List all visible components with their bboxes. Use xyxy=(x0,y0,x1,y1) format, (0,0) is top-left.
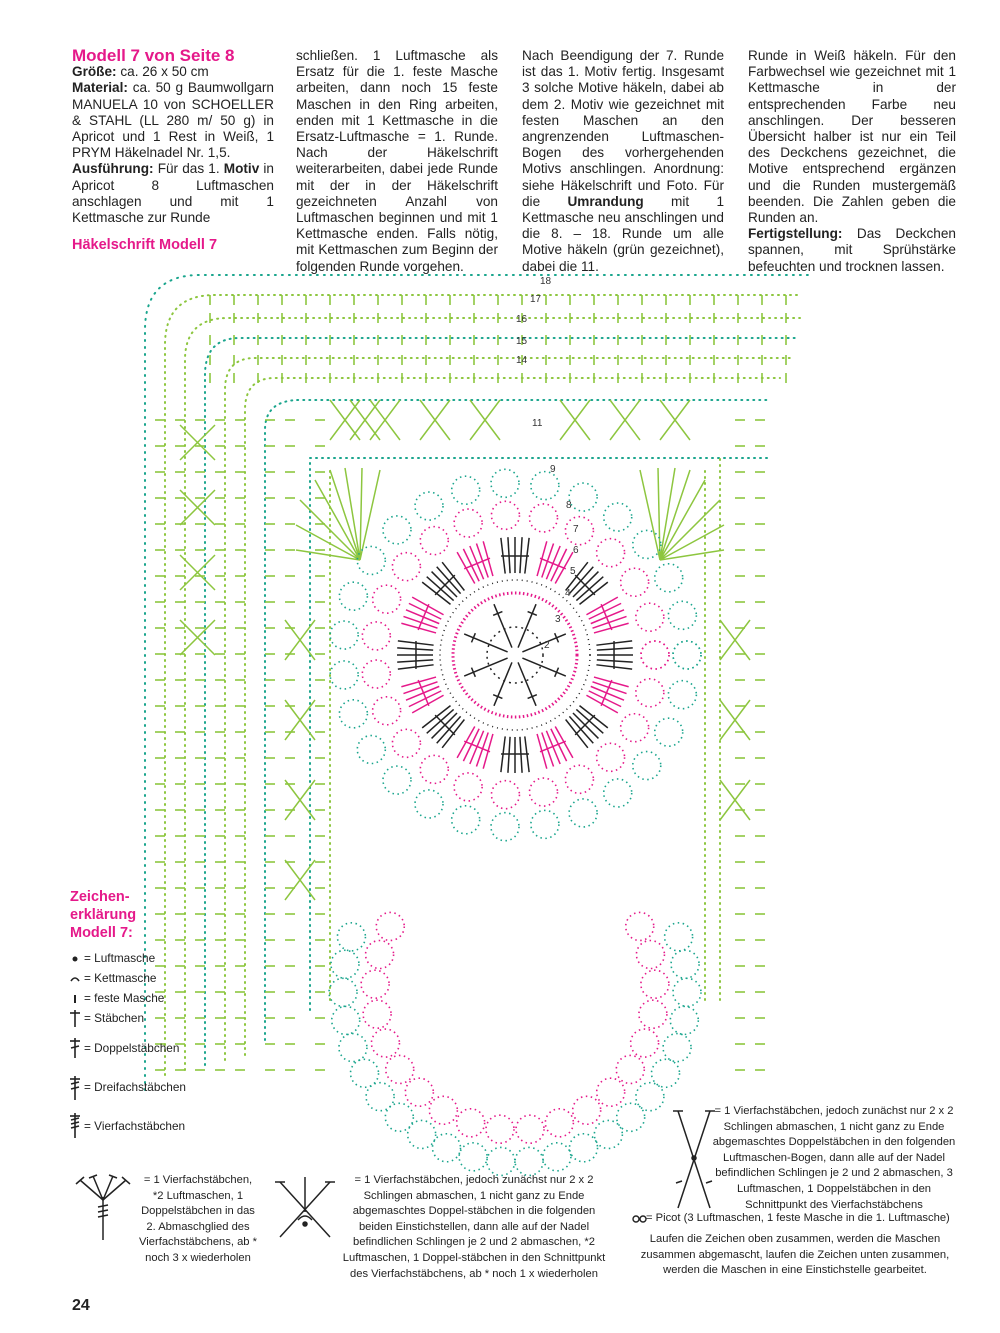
scallop-arc xyxy=(452,806,480,834)
legend-item-doppelstaebchen: = Doppelstäbchen xyxy=(84,1041,180,1055)
stitch-3-icon xyxy=(70,1076,80,1100)
round-label-2: 2 xyxy=(544,640,550,651)
size-value: ca. 26 x 50 cm xyxy=(116,64,209,80)
scallop-arc xyxy=(597,743,625,771)
scallop-arc xyxy=(337,923,365,951)
scallop-arc xyxy=(357,736,385,764)
scallop-arc xyxy=(655,718,683,746)
round-label-6: 6 xyxy=(573,545,579,556)
note-picot: = Picot (3 Luftmaschen, 1 feste Masche in die 1. Luftmasche) xyxy=(646,1212,950,1224)
round-numbers xyxy=(516,276,579,651)
scallop-arc xyxy=(545,1109,573,1137)
scallop-arc xyxy=(383,766,411,794)
scallop-arc xyxy=(516,1115,544,1143)
stitch-2-icon xyxy=(70,1038,80,1058)
column-2-text: schließen. 1 Luftmasche als Ersatz für die 1. feste Masche arbeiten, dann noch 15 feste Maschen in den Ring arbeiten, enden mit 1 Kettmasche in die Ersatz-Luftmasche = 1. Runde. Nach der Häkelschrift weiterarbeiten, dabei jede Runde mit der in der Häkelschrift gezeichneten Anzahl von Luftmaschen beginnen und mit 1 Kettmasche enden. Falls nötig, mit Kettmaschen zum Beginn der folgenden Runde vorgehen. xyxy=(296,48,498,274)
finishing-label: Fertigstellung: xyxy=(748,226,843,242)
round-label-3: 3 xyxy=(555,614,561,625)
scallop-arc xyxy=(376,912,404,940)
column-3-text-a: Nach Beendigung der 7. Runde ist das 1. Motiv fertig. Insgesamt 3 solche Motive häkeln, dabei ab dem 2. Motiv wie gezeichnet mit festen Maschen an den angrenzenden Luftmaschen-Bogen des vorhergehenden Motivs anschlingen. Anordnung: siehe Häkelschrift und Foto. Für die xyxy=(522,48,724,209)
scallop-arc xyxy=(663,1034,691,1062)
scallop-arc xyxy=(363,1000,391,1028)
fan-stitch xyxy=(542,733,554,767)
material-value: ca. 50 g Baumwollgarn MANUELA 10 von SCHOELLER & STAHL (LL 280 m/ 50 g) in Apricot und 1 Rest in Weiß, 1 PRYM Häkelnadel Nr. 1,5. xyxy=(72,80,274,161)
dot-icon xyxy=(73,957,78,962)
scallop-arc xyxy=(633,752,661,780)
scallop-arc xyxy=(565,517,593,545)
fan-stitch xyxy=(476,733,488,767)
fan-stitch xyxy=(546,731,560,764)
round-label-8: 8 xyxy=(566,500,572,511)
scallop-arc xyxy=(639,1000,667,1028)
scallop-arc xyxy=(626,912,654,940)
scallop-arc xyxy=(597,1078,625,1106)
motif-round-1 xyxy=(487,627,543,683)
scallop-arc xyxy=(459,1143,487,1171)
scallop-arc xyxy=(420,527,448,555)
scallop-arc xyxy=(636,679,664,707)
scallop-arc xyxy=(604,503,632,531)
instructions-text-b: in Apricot 8 Luftmaschen anschlagen und mit 1 Kettmasche zur Runde xyxy=(72,161,274,226)
cluster-symbol-a-icon xyxy=(68,1172,138,1242)
scallop-arc xyxy=(361,970,389,998)
legend-title-line-2: erklärung xyxy=(70,907,137,923)
column-4-text-a: Runde in Weiß häkeln. Für den Farbwechsel wie gezeichnet mit 1 Kettmasche in der entsprechenden Farbe neu anschlingen. Der besseren Übersicht halber ist nur ein Teil des Deckchens gezeichnet, die Motive entsprechend ergänzen und die Runden mustergemäß beenden. Die Zahlen geben die Runden an. xyxy=(748,48,956,226)
legend-title xyxy=(70,888,136,942)
scallop-arc xyxy=(515,1147,543,1175)
round-label-9: 9 xyxy=(550,464,556,475)
round-label-14: 14 xyxy=(516,355,528,366)
round-label-17: 17 xyxy=(530,294,542,305)
scallop-arc xyxy=(491,813,519,841)
scallop-arc xyxy=(655,564,683,592)
scallop-arc xyxy=(330,661,358,689)
scallop-arc xyxy=(486,1115,514,1143)
scallop-arc xyxy=(617,1103,645,1131)
scallop-arc xyxy=(366,1083,394,1111)
legend-item-kettmasche: = Kettmasche xyxy=(84,971,157,985)
page-number: 24 xyxy=(72,1297,90,1314)
round-label-5: 5 xyxy=(570,566,576,577)
scallop-arc xyxy=(339,700,367,728)
scallop-arc xyxy=(332,1006,360,1034)
note-cluster-c: = 1 Vierfachstäbchen, jedoch zunächst nur 2 x 2 Schlingen abmaschen, 1 nicht ganz zu Ende abgemaschtes Doppelstäbchen in den folgenden Luftmaschen-Bogen, dann alle auf der Nadel befindlichen Schlingen je 2 und 2 abmaschen, 3 Luftmaschen, 1 Doppelstäbchen in den Schnittpunkt des Vierfachstäbchens xyxy=(712,1105,956,1211)
scallop-arc xyxy=(651,1059,679,1087)
scallop-arc xyxy=(529,778,557,806)
round-10-line xyxy=(310,458,770,1010)
scallop-arc xyxy=(543,1143,571,1171)
fan-stitch xyxy=(593,682,627,694)
scallop-arc xyxy=(457,1109,485,1137)
round-label-18: 18 xyxy=(540,276,552,287)
fan-stitch xyxy=(542,543,554,577)
scallop-arc xyxy=(665,923,693,951)
scallop-arc xyxy=(641,641,669,669)
scallop-arc xyxy=(570,1134,598,1162)
scallop-arc xyxy=(329,978,357,1006)
page-title: Modell 7 von Seite 8 xyxy=(72,46,235,65)
legend-title-line-3: Modell 7: xyxy=(70,925,133,941)
scallop-arc xyxy=(491,501,519,529)
cluster-symbol-b-icon xyxy=(270,1172,340,1242)
fan-stitch xyxy=(508,737,510,773)
scallop-arc xyxy=(330,621,358,649)
material-label: Material: xyxy=(72,80,128,96)
fan-stitch xyxy=(406,610,439,624)
fan-stitch xyxy=(470,731,484,764)
fan-stitch xyxy=(591,686,624,700)
column-3-text-b: mit 1 Kettmasche neu anschlingen und die 8. – 18. Runde um alle Motive häkeln (grün gezeichnet), dabei die 11. xyxy=(522,193,725,274)
scallop-arc xyxy=(383,516,411,544)
scallop-arc xyxy=(371,1029,399,1057)
scallop-arc xyxy=(373,697,401,725)
scallop-arc xyxy=(565,765,593,793)
legend-item-luftmasche: = Luftmasche xyxy=(84,951,156,965)
note-general: Laufen die Zeichen oben zusammen, werden die Maschen zusammen abgemascht, laufen die Zeichen unten zusammen, werden die Maschen in eine Einstichstelle gearbeitet. xyxy=(640,1233,950,1277)
scallop-arc xyxy=(339,1034,367,1062)
border-rounds xyxy=(145,275,810,1090)
scallop-arc xyxy=(616,1055,644,1083)
legend-symbols xyxy=(66,950,86,1140)
fan-stitch xyxy=(397,648,433,650)
round-label-11: 11 xyxy=(532,418,543,429)
legend-item-staebchen: = Stäbchen xyxy=(84,1011,145,1025)
scallop-arc xyxy=(594,1120,622,1148)
scallop-arc xyxy=(331,950,359,978)
scallop-arc xyxy=(362,622,390,650)
scallop-arc xyxy=(454,509,482,537)
stitch-1-icon xyxy=(70,1010,80,1027)
scallop-arc xyxy=(339,582,367,610)
scallop-arc xyxy=(531,472,559,500)
scallop-arc xyxy=(415,790,443,818)
scallop-arc xyxy=(454,773,482,801)
ray-stitch xyxy=(464,634,507,652)
size-label: Größe: xyxy=(72,64,117,80)
ray-stitch xyxy=(494,662,512,705)
instructions-label: Ausführung: xyxy=(72,161,154,177)
fan-stitch xyxy=(520,737,522,773)
ray-stitch xyxy=(522,658,565,676)
scallop-arc xyxy=(631,1029,659,1057)
scallop-arc xyxy=(385,1103,413,1131)
scallop-arc xyxy=(351,1059,379,1087)
scallop-arc xyxy=(420,755,448,783)
scallop-arc xyxy=(529,504,557,532)
scallop-arc xyxy=(386,1055,414,1083)
scallop-arc xyxy=(405,1078,433,1106)
instructions-text-a: Für das 1. xyxy=(153,161,224,177)
fan-stitch xyxy=(520,537,522,573)
motif-2 xyxy=(329,912,701,1175)
scallop-arc xyxy=(573,1096,601,1124)
scallop-arc xyxy=(621,568,649,596)
ray-stitch xyxy=(494,604,512,647)
ray-stitch xyxy=(518,604,536,647)
round-15-line xyxy=(205,338,795,1065)
scallop-arc xyxy=(604,779,632,807)
stitch-ladders xyxy=(155,295,786,1070)
fan-stitch xyxy=(397,660,433,662)
legend-item-dreifachstaebchen: = Dreifachstäbchen xyxy=(84,1080,186,1094)
legend-item-feste-masche: = feste Masche xyxy=(84,991,165,1005)
ray-stitch xyxy=(518,662,536,705)
motif-round-3 xyxy=(453,593,577,717)
scallop-arc xyxy=(531,810,559,838)
scallop-arc xyxy=(366,941,394,969)
scallop-arc xyxy=(373,585,401,613)
scallop-arc xyxy=(408,1120,436,1148)
scallop-arc xyxy=(670,1006,698,1034)
note-cluster-b: = 1 Vierfachstäbchen, jedoch zunächst nur 2 x 2 Schlingen abmaschen, 1 nicht ganz zu Ende abgemaschtes Doppel-stäbchen in die folgenden beiden Einstichstellen, dann alle auf der Nadel befindlichen Schlingen je 2 und 2 abmaschen, *2 Luftmaschen, 1 Doppel-stäbchen in den Schnittpunkt des Vierfachstäbchens, ab * noch 1 x wiederholen xyxy=(342,1174,606,1280)
scallop-arc xyxy=(415,492,443,520)
scallop-arc xyxy=(392,729,420,757)
umrandung-word: Umrandung xyxy=(567,193,644,209)
scallop-arc xyxy=(569,799,597,827)
fan-stitch xyxy=(406,686,439,700)
fan-stitch xyxy=(470,546,484,579)
motif-1 xyxy=(330,469,701,840)
fan-stitch xyxy=(476,543,488,577)
scallop-arc xyxy=(636,941,664,969)
round-13-line xyxy=(245,378,780,1055)
scallop-arc xyxy=(362,660,390,688)
scallop-arc xyxy=(673,978,701,1006)
scallop-arc xyxy=(487,1147,515,1175)
scallop-arc xyxy=(597,539,625,567)
fan-stitch xyxy=(593,616,627,628)
round-label-7: 7 xyxy=(573,524,579,535)
legend-item-vierfachstaebchen: = Vierfachstäbchen xyxy=(84,1119,186,1133)
diagram-heading: Häkelschrift Modell 7 xyxy=(72,237,218,253)
scallop-arc xyxy=(429,1096,457,1124)
motiv-word: Motiv xyxy=(223,161,260,177)
scallop-arc xyxy=(491,781,519,809)
scallop-arc xyxy=(452,476,480,504)
stitch-4-icon xyxy=(70,1113,80,1138)
scallop-arc xyxy=(392,553,420,581)
ray-stitch xyxy=(464,658,507,676)
scallop-arc xyxy=(491,469,519,497)
scallop-arc xyxy=(641,970,669,998)
fan-stitch xyxy=(508,537,510,573)
scallop-arc xyxy=(621,714,649,742)
fan-stitch xyxy=(597,660,633,662)
legend-title-line-1: Zeichen- xyxy=(70,889,130,905)
fan-stitch xyxy=(546,546,560,579)
fan-stitch xyxy=(403,682,437,694)
scallop-arc xyxy=(569,483,597,511)
scallop-arc xyxy=(668,681,696,709)
arc-icon xyxy=(71,978,79,981)
scallop-arc xyxy=(432,1134,460,1162)
motif-round-4 xyxy=(440,580,590,730)
fan-stitch xyxy=(597,648,633,650)
scallop-arc xyxy=(671,950,699,978)
round-12-line xyxy=(265,400,770,1040)
fan-stitch xyxy=(403,616,437,628)
round-label-16: 16 xyxy=(516,314,528,325)
note-cluster-a: = 1 Vierfachstäbchen, *2 Luftmaschen, 1 Doppelstäbchen in das 2. Abmaschglied des Vierfachstäbchens, ab * noch 3 x wiederholen xyxy=(139,1174,257,1264)
round-label-4: 4 xyxy=(565,588,571,599)
scallop-arc xyxy=(673,641,701,669)
round-label-15: 15 xyxy=(516,336,528,347)
scallop-arc xyxy=(636,603,664,631)
scallop-arc xyxy=(668,601,696,629)
fan-stitch xyxy=(591,610,624,624)
finishing-text: Das Deckchen spannen, mit Sprühstärke befeuchten und trocknen lassen. xyxy=(748,226,956,274)
